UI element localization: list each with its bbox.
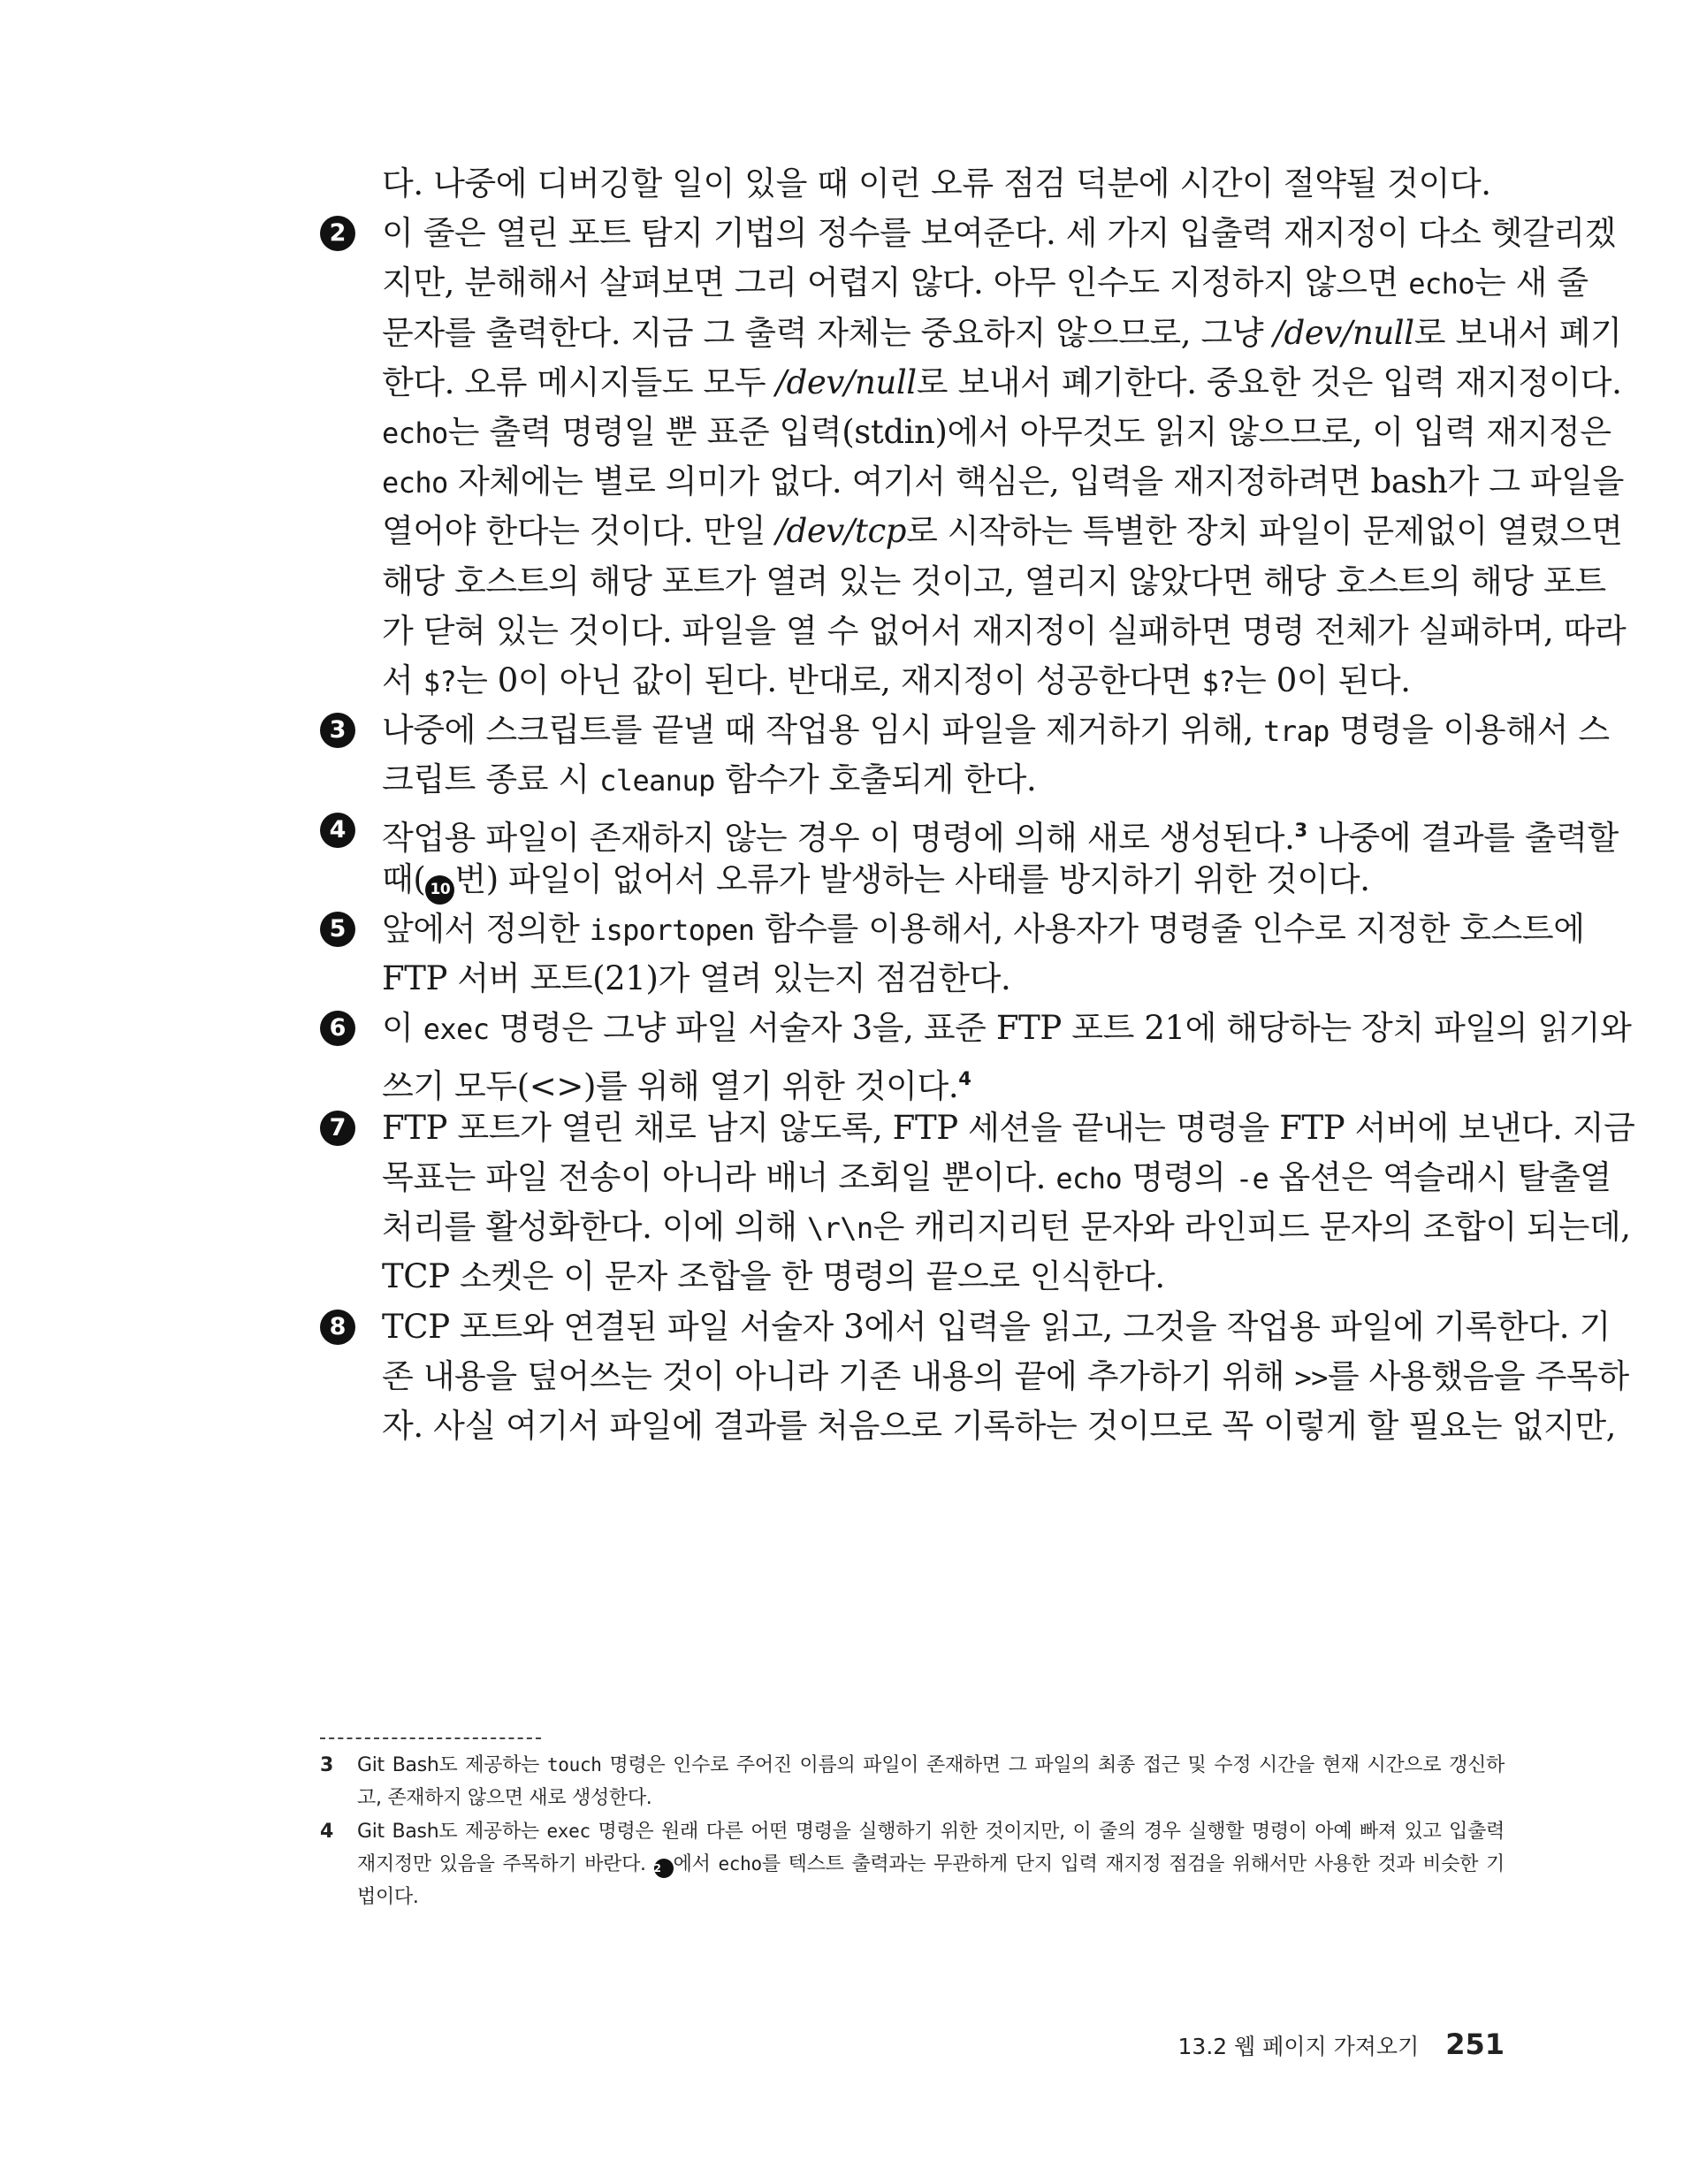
paragraph-line bbox=[382, 509, 1623, 554]
paragraph-line bbox=[382, 758, 1505, 803]
paragraph-line bbox=[382, 1355, 1629, 1400]
text-span: 때( bbox=[382, 859, 426, 898]
paragraph-line bbox=[382, 659, 1505, 704]
paragraph-line bbox=[382, 1305, 1611, 1349]
paragraph-line bbox=[382, 907, 1585, 952]
paragraph-line bbox=[382, 361, 1622, 405]
footnote-line bbox=[357, 1848, 1505, 1881]
text-span: 를 사용했음을 주목하 bbox=[1327, 1356, 1629, 1395]
text-span: 가 닫혀 있는 것이다. 파일을 열 수 없어서 재지정이 실패하면 명령 전체가 실패하며, 따라 bbox=[382, 611, 1627, 650]
callout-number-icon: 2 bbox=[320, 216, 355, 251]
text-span: 옵션은 역슬래시 탈출열 bbox=[1269, 1158, 1611, 1196]
running-footer-section: 13.2 웹 페이지 가져오기 bbox=[1177, 2034, 1420, 2059]
paragraph-line bbox=[382, 460, 1624, 505]
text-span: 은 캐리지리턴 문자와 라인피드 문자의 조합이 되는데, bbox=[872, 1208, 1631, 1247]
paragraph-line bbox=[382, 1057, 1505, 1109]
text-span: 열어야 한다는 것이다. 만일 bbox=[382, 512, 776, 551]
footnote-line bbox=[357, 1815, 1505, 1848]
text-span: 는 새 줄 bbox=[1474, 263, 1589, 302]
inline-code: $? bbox=[1201, 665, 1235, 699]
text-span: 작업용 파일이 존재하지 않는 경우 이 명령에 의해 새로 생성된다. bbox=[382, 818, 1295, 857]
footnote-line bbox=[357, 1749, 1505, 1782]
text-span: 자. 사실 여기서 파일에 결과를 처음으로 기록하는 것이므로 꼭 이렇게 할 필요는 없지만, bbox=[382, 1407, 1617, 1445]
inline-code: \r\n bbox=[806, 1211, 873, 1246]
text-span: 고, 존재하지 않으면 새로 생성한다. bbox=[357, 1787, 652, 1809]
text-span: 명령은 인수로 주어진 이름의 파일이 존재하면 그 파일의 최종 접근 및 수정 시간을 현재 시간으로 갱신하 bbox=[601, 1754, 1505, 1776]
callout-number-icon: 5 bbox=[320, 912, 355, 947]
file-path: /dev/null bbox=[775, 363, 917, 401]
text-span: 한다. 오류 메시지들도 모두 bbox=[382, 363, 776, 401]
text-span: 법이다. bbox=[357, 1886, 419, 1908]
text-span: 함수가 호출되게 한다. bbox=[714, 760, 1037, 799]
text-span: 는 0이 된다. bbox=[1235, 661, 1411, 699]
text-span: 나중에 스크립트를 끝낼 때 작업용 임시 파일을 제거하기 위해, bbox=[382, 711, 1264, 750]
paragraph-line bbox=[382, 261, 1589, 306]
inline-code: echo bbox=[382, 466, 448, 500]
text-span: 로 시작하는 특별한 장치 파일이 문제없이 열렸으면 bbox=[906, 512, 1623, 551]
paragraph-line bbox=[382, 1106, 1635, 1150]
footnote-ref: 3 bbox=[1294, 819, 1307, 841]
callout-number-icon: 3 bbox=[320, 713, 355, 748]
footnote-ref: 4 bbox=[958, 1067, 971, 1089]
paragraph-line bbox=[382, 560, 1606, 604]
paragraph-line bbox=[382, 211, 1617, 256]
footnote-number: 4 bbox=[320, 1821, 334, 1843]
text-span: 명령은 원래 다른 어떤 명령을 실행하기 위한 것이지만, 이 줄의 경우 실행할 명령이 아예 빠져 있고 입출력 bbox=[590, 1821, 1505, 1843]
text-span: 에서 bbox=[673, 1853, 719, 1875]
paragraph-line bbox=[382, 410, 1611, 455]
text-span: 목표는 파일 전송이 아니라 배너 조회일 뿐이다. bbox=[382, 1158, 1056, 1196]
file-path: /dev/null bbox=[1273, 313, 1414, 352]
text-span: 이 줄은 열린 포트 탐지 기법의 정수를 보여준다. 세 가지 입출력 재지정이 다소 헷갈리겠 bbox=[382, 214, 1617, 253]
paragraph-line bbox=[382, 957, 1505, 1001]
text-span: 명령은 그냥 파일 서술자 3을, 표준 FTP 포트 21에 해당하는 장치 파일의 읽기와 bbox=[489, 1009, 1632, 1048]
text-span: 자체에는 별로 의미가 없다. 여기서 핵심은, 입력을 재지정하려면 bash가 그 파일을 bbox=[447, 462, 1624, 501]
text-span: Git Bash도 제공하는 bbox=[357, 1754, 547, 1776]
text-span: 나중에 결과를 출력할 bbox=[1307, 818, 1619, 857]
text-span: 는 0이 아닌 값이 된다. 반대로, 재지정이 성공한다면 bbox=[456, 661, 1202, 699]
paragraph-line bbox=[382, 1156, 1611, 1201]
inline-code: exec bbox=[546, 1821, 590, 1842]
paragraph-line bbox=[382, 162, 1505, 206]
text-span: TCP 소켓은 이 문자 조합을 한 명령의 끝으로 인식한다. bbox=[382, 1257, 1165, 1296]
text-span: FTP 포트가 열린 채로 남지 않도록, FTP 세션을 끝내는 명령을 FTP 서버에 보낸다. 지금 bbox=[382, 1108, 1635, 1147]
inline-code: cleanup bbox=[599, 764, 715, 798]
text-span: Git Bash도 제공하는 bbox=[357, 1821, 547, 1843]
text-span: 서 bbox=[382, 661, 423, 699]
paragraph-line bbox=[382, 1255, 1505, 1299]
text-span: 함수를 이용해서, 사용자가 명령줄 인수로 지정한 호스트에 bbox=[754, 910, 1585, 948]
text-span: 이 bbox=[382, 1009, 423, 1048]
text-span: 명령을 이용해서 스 bbox=[1329, 711, 1610, 750]
footnote-divider bbox=[320, 1737, 541, 1739]
inline-code: echo bbox=[1408, 267, 1474, 302]
callout-number-icon: 6 bbox=[320, 1011, 355, 1046]
text-span: 다. 나중에 디버깅할 일이 있을 때 이런 오류 점검 덕분에 시간이 절약될 것이다. bbox=[382, 164, 1491, 202]
text-span: 쓰기 모두(<>)를 위해 열기 위한 것이다. bbox=[382, 1066, 959, 1105]
text-span: 해당 호스트의 해당 포트가 열려 있는 것이고, 열리지 않았다면 해당 호스트의 해당 포트 bbox=[382, 561, 1606, 600]
inline-code: trap bbox=[1263, 714, 1329, 749]
text-span: TCP 포트와 연결된 파일 서술자 3에서 입력을 읽고, 그것을 작업용 파일에 기록한다. 기 bbox=[382, 1307, 1611, 1346]
page-footer bbox=[1178, 2027, 1505, 2065]
circled-number-icon: 2 bbox=[654, 1859, 674, 1878]
text-span: 앞에서 정의한 bbox=[382, 910, 590, 948]
text-span: 재지정만 있음을 주목하기 바란다. bbox=[357, 1853, 654, 1875]
text-span: 문자를 출력한다. 지금 그 출력 자체는 중요하지 않으므로, 그냥 bbox=[382, 313, 1274, 352]
circled-number-icon: 10 bbox=[425, 875, 454, 905]
paragraph-line bbox=[382, 311, 1622, 355]
text-span: 명령의 bbox=[1122, 1158, 1236, 1196]
text-span: 크립트 종료 시 bbox=[382, 760, 600, 799]
inline-code: isportopen bbox=[589, 913, 755, 947]
paragraph-line bbox=[382, 708, 1610, 753]
footnote-number: 3 bbox=[320, 1754, 334, 1776]
paragraph-line bbox=[382, 1006, 1632, 1051]
inline-code: $? bbox=[423, 665, 457, 699]
inline-code: echo bbox=[718, 1853, 762, 1875]
text-span: 를 텍스트 출력과는 무관하게 단지 입력 재지정 점검을 위해서만 사용한 것과 비슷한 기 bbox=[761, 1853, 1505, 1875]
callout-number-icon: 8 bbox=[320, 1310, 355, 1345]
text-span: 로 보내서 폐기한다. 중요한 것은 입력 재지정이다. bbox=[916, 363, 1622, 401]
paragraph-line bbox=[382, 1205, 1631, 1250]
inline-code: -e bbox=[1235, 1162, 1269, 1195]
paragraph-line bbox=[382, 609, 1627, 653]
inline-code: echo bbox=[1055, 1162, 1123, 1195]
callout-number-icon: 7 bbox=[320, 1111, 355, 1146]
text-span: FTP 서버 포트(21)가 열려 있는지 점검한다. bbox=[382, 959, 1011, 998]
text-span: 존 내용을 덮어쓰는 것이 아니라 기존 내용의 끝에 추가하기 위해 bbox=[382, 1356, 1295, 1395]
inline-code: exec bbox=[423, 1012, 490, 1047]
footnote-line bbox=[357, 1881, 1505, 1913]
paragraph-line bbox=[382, 858, 1505, 905]
paragraph-line bbox=[382, 808, 1619, 860]
inline-code: >> bbox=[1294, 1360, 1328, 1394]
text-span: 처리를 활성화한다. 이에 의해 bbox=[382, 1208, 807, 1247]
text-span: 는 출력 명령일 뿐 표준 입력(stdin)에서 아무것도 읽지 않으므로, 이 입력 재지정은 bbox=[447, 413, 1611, 451]
text-span: 지만, 분해해서 살펴보면 그리 어렵지 않다. 아무 인수도 지정하지 않으면 bbox=[382, 263, 1409, 302]
footnote-line bbox=[357, 1782, 1505, 1814]
paragraph-line bbox=[382, 1404, 1617, 1448]
inline-code: touch bbox=[546, 1754, 602, 1775]
text-span: 번) 파일이 없어서 오류가 발생하는 사태를 방지하기 위한 것이다. bbox=[454, 859, 1370, 898]
file-path: /dev/tcp bbox=[775, 512, 907, 551]
page-number: 251 bbox=[1445, 2027, 1505, 2061]
inline-code: echo bbox=[382, 416, 448, 450]
callout-number-icon: 4 bbox=[320, 813, 355, 848]
text-span: 로 보내서 폐기 bbox=[1413, 313, 1622, 352]
